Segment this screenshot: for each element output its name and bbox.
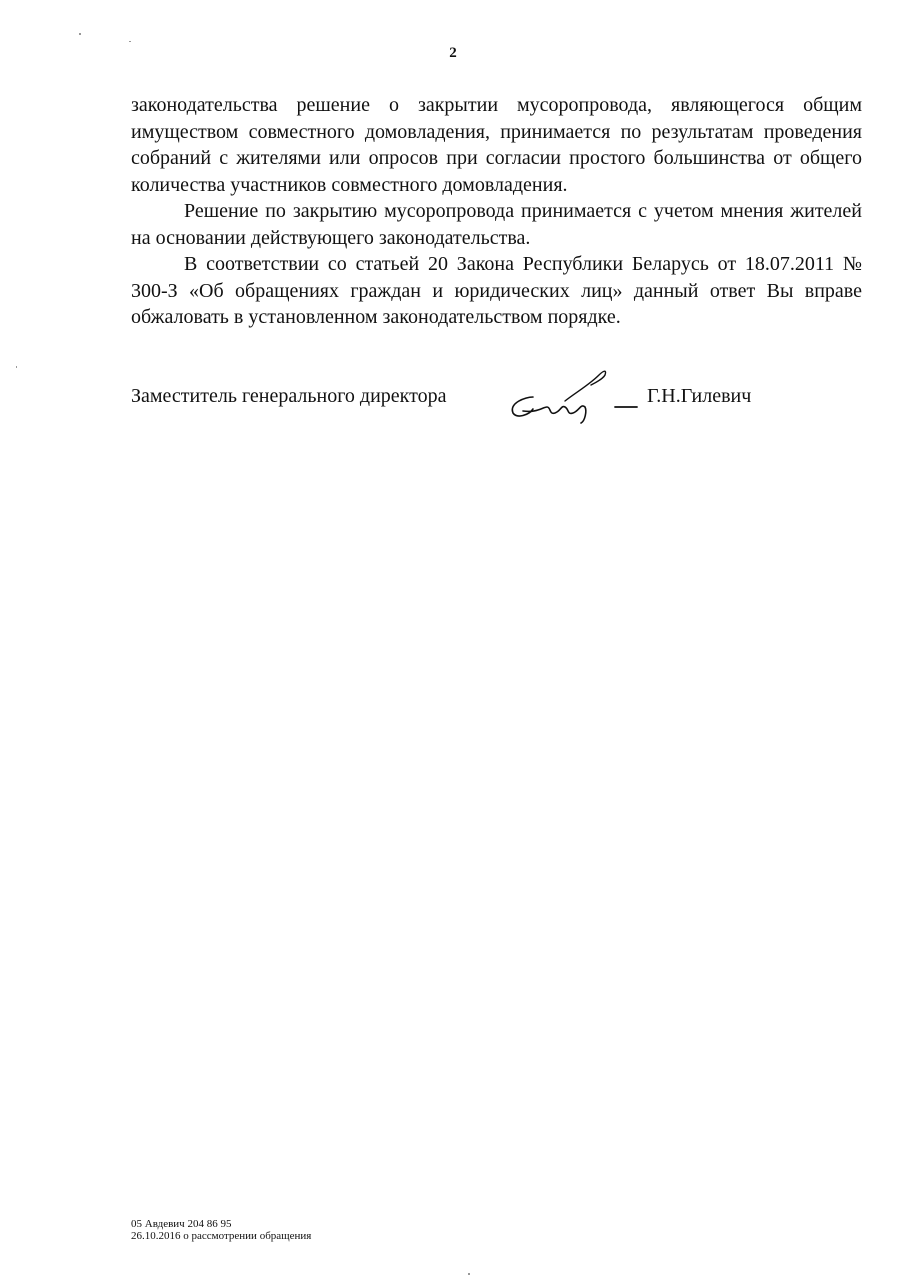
scan-speck [468, 1273, 470, 1275]
signatory-name: Г.Н.Гилевич [647, 385, 752, 407]
executor-contact: 05 Авдевич 204 86 95 [131, 1218, 232, 1230]
letter-body [131, 92, 862, 331]
document-date-subject: 26.10.2016 о рассмотрении обращения [131, 1230, 312, 1242]
signatory-title: Заместитель генерального директора [131, 385, 447, 407]
executor-footer [131, 1218, 311, 1242]
page-number: 2 [449, 45, 457, 61]
scan-speck [16, 366, 17, 368]
scan-speck [79, 33, 81, 35]
handwritten-signature [503, 363, 643, 425]
paragraph-decision: Решение по закрытию мусоропровода принимается с учетом мнения жителей на основании действующего законодательства. [131, 200, 862, 249]
paragraph-appeal-rights: В соответствии со статьей 20 Закона Республики Беларусь от 18.07.2011 № 300-З «Об обращениях граждан и юридических лиц» данный ответ Вы вправе обжаловать в установленном законодательством порядке. [131, 253, 862, 328]
signature-block [131, 385, 862, 429]
scan-speck [129, 41, 131, 42]
paragraph-continuation: законодательства решение о закрытии мусоропровода, являющегося общим имуществом совместного домовладения, принимается по результатам проведения собраний с жителями или опросов при согласии простого большинства от общего количества участников совместного домовладения. [131, 94, 862, 196]
